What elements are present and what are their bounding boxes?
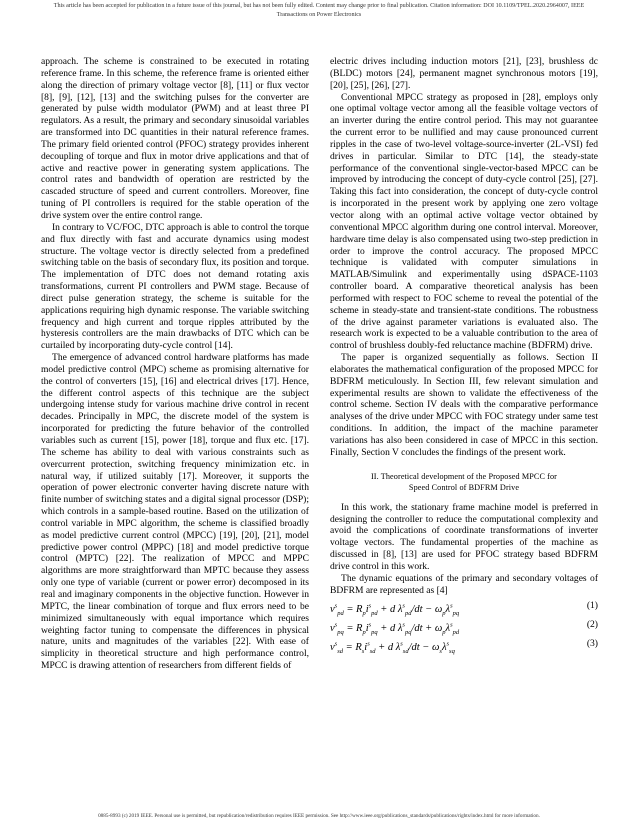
- equation-2: [330, 615, 598, 637]
- equation-number: (2): [586, 619, 598, 631]
- paragraph: electric drives including induction motors [21], [23], brushless dc (BLDC) motors [24], permanent magnet synchronous motors [19], [20], [25], [26], [27].: [330, 56, 598, 91]
- paragraph: The emergence of advanced control hardware platforms has made model predictive control (MPC) scheme as promising alternative for the control of converters [15], [16] and electrical drives [17]. Hence, the different control aspects of this technique are the subject undergoing intense study for various machine drive control in recent decades. Principally in MPC, the discrete model of the system is incorporated for predicting the future behavior of the controlled variables such as current [15], power [18], torque and flux etc. [17]. The scheme has ability to deal with various constraints such as overcurrent protection, switching frequency minimization etc. in natural way, if utilized suitably [17]. Moreover, it supports the operation of power electronic converter having discrete nature with finite number of switching states and a digital signal processor (DSP); which controls in a sample-based routine. Based on the utilization of control variable in MPC algorithm, the scheme is classified broadly as model predictive current control (MPCC) [19], [20], [21], model predictive power control (MPPC) [18] and model predictive torque control (MPTC) [22]. The realization of MPCC and MPPC algorithms are more straightforward than MPTC because they assess only one type of variable (current or power error) decomposed in its real and imaginary components in the objective function. However in MPTC, the linear combination of torque and flux errors need to be minimized simultaneously with equal importance which requires weighting factor tuning to compensate the differences in physical nature, units and magnitudes of the variables [22]. With ease of simplicity in theoretical structure and high performance control, MPCC is drawing attention of researchers from different fields of: [41, 352, 309, 672]
- paragraph: In this work, the stationary frame machine model is preferred in designing the controller to reduce the computational complexity and avoid the complications of coordinate transformations of inverter voltage vectors. The fundamental properties of the machine as discussed in [8], [13] are used for PFOC strategy based BDFRM drive control in this work.: [330, 501, 598, 572]
- equation-body: $v^s_{pd} = R_pi^s_{pd} + d$ $\lambda^s_{pd}/dt - \omega_p\lambda^s_{pq}$: [330, 602, 460, 618]
- right-column: [330, 56, 598, 656]
- journal-header: [18, 2, 620, 20]
- left-column: [41, 56, 309, 672]
- header-journal-name: Transactions on Power Electronics: [276, 12, 362, 18]
- header-acceptance-notice: This article has been accepted for publication in a future issue of this journal, but has not been fully edited. Content may change prior to final publication. Citation information: DOI 10.1109/TPEL.2020.2964007, IEEE: [53, 3, 585, 9]
- paragraph: The paper is organized sequentially as follows. Section II elaborates the mathematical configuration of the proposed MPCC for BDFRM meticulously. In Section III, few relevant simulation and experimental results are shown to validate the effectiveness of the control scheme. Section IV deals with the comparative performance analyses of the drive under MPCC with FOC strategy under same test conditions. In addition, the impact of the machine parameter variations has also been considered in case of MPCC in this section. Finally, Section V concludes the findings of the present work.: [330, 352, 598, 458]
- equation-number: (1): [586, 600, 598, 612]
- equation-1: [330, 596, 598, 618]
- paragraph: approach. The scheme is constrained to be executed in rotating reference frame. In this scheme, the reference frame is oriented either along the direction of primary voltage vector [8], [11] or flux vector [8], [9], [12], [13] and the switching pulses for the converter are generated by pulse width modulator (PWM) and at least three PI regulators. As a result, the primary and secondary sinusoidal variables are transformed into DC quantities in their natural reference frames. The primary field oriented control (PFOC) strategy provides inherent decoupling of torque and flux in motor drive applications and that of active and reactive power in generating system applications. The control rates and bandwidth of operation are restricted by the cascaded structure of speed and current controllers. Moreover, fine tuning of PI controllers is required for the stable operation of the drive system over the entire control range.: [41, 56, 309, 221]
- copyright-footer: 0885-8993 (c) 2019 IEEE. Personal use is permitted, but republication/redistribution requires IEEE permission. See http://www.ieee.org/publications_standards/publications/rights/index.html for more information.: [98, 813, 540, 819]
- equation-body: $v^s_{pq} = R_pi^s_{pq} + d$ $\lambda^s_{pq}/dt + \omega_p\lambda^s_{pd}$: [330, 621, 460, 637]
- equation-3: [330, 634, 598, 656]
- paragraph: Conventional MPCC strategy as proposed in [28], employs only one optimal voltage vector among all the feasible voltage vectors of an inverter during the entire control period. This may not guarantee the current error to be nullified and may cause pronounced current ripples in the case of two-level voltage-source-inverter (2L-VSI) fed drives in particular. Similar to DTC [14], the steady-state performance of the conventional single-vector-based MPCC can be improved by introducing the concept of duty-cycle control [25], [27]. Taking this fact into consideration, the concept of duty-cycle control is incorporated in the present work by applying one zero voltage vector along with an optimal active voltage vector obtained by conventional MPCC algorithm during one control interval. Moreover, hardware time delay is also compensated using two-step prediction in order to improve the control accuracy. The proposed MPCC technique is validated with computer simulations in MATLAB/Simulink and experimentally using dSPACE-1103 controller board. A comparative theoretical analysis has been performed with respect to FOC scheme to reveal the potential of the scheme in steady-state and transient-state conditions. The robustness of the drive against parameter variations is evaluated also. The research work is expected to be a valuable contribution to the area of control of brushless doubly-fed reluctance machine (BDFRM) drive.: [330, 91, 598, 352]
- section-heading-line: Speed Control of BDFRM Drive: [408, 482, 520, 492]
- paragraph: The dynamic equations of the primary and secondary voltages of BDFRM are represented as [4]: [330, 572, 598, 596]
- equation-body: $v^s_{sd} = R_si^s_{sd} + d$ $\lambda^s_{sd}/dt - \omega_s\lambda^s_{sq}$: [330, 640, 455, 656]
- equation-number: (3): [586, 638, 598, 650]
- paragraph: In contrary to VC/FOC, DTC approach is able to control the torque and flux directly with fast and accurate dynamics using modest structure. The voltage vector is directly selected from a predefined switching table on the basis of secondary flux, its position and torque. The implementation of DTC does not demand rotating axis transformations, current PI controllers and PWM stage. Because of direct pulse generation strategy, the scheme is suitable for the applications requiring high dynamic response. The variable switching frequency and high current and torque ripples attributed by the hysteresis controllers are the main drawbacks of DTC which can be curtailed by incorporating duty-cycle control [14].: [41, 221, 310, 352]
- section-heading-line: II. Theoretical development of the Proposed MPCC for: [370, 471, 558, 481]
- section-heading: [330, 471, 598, 493]
